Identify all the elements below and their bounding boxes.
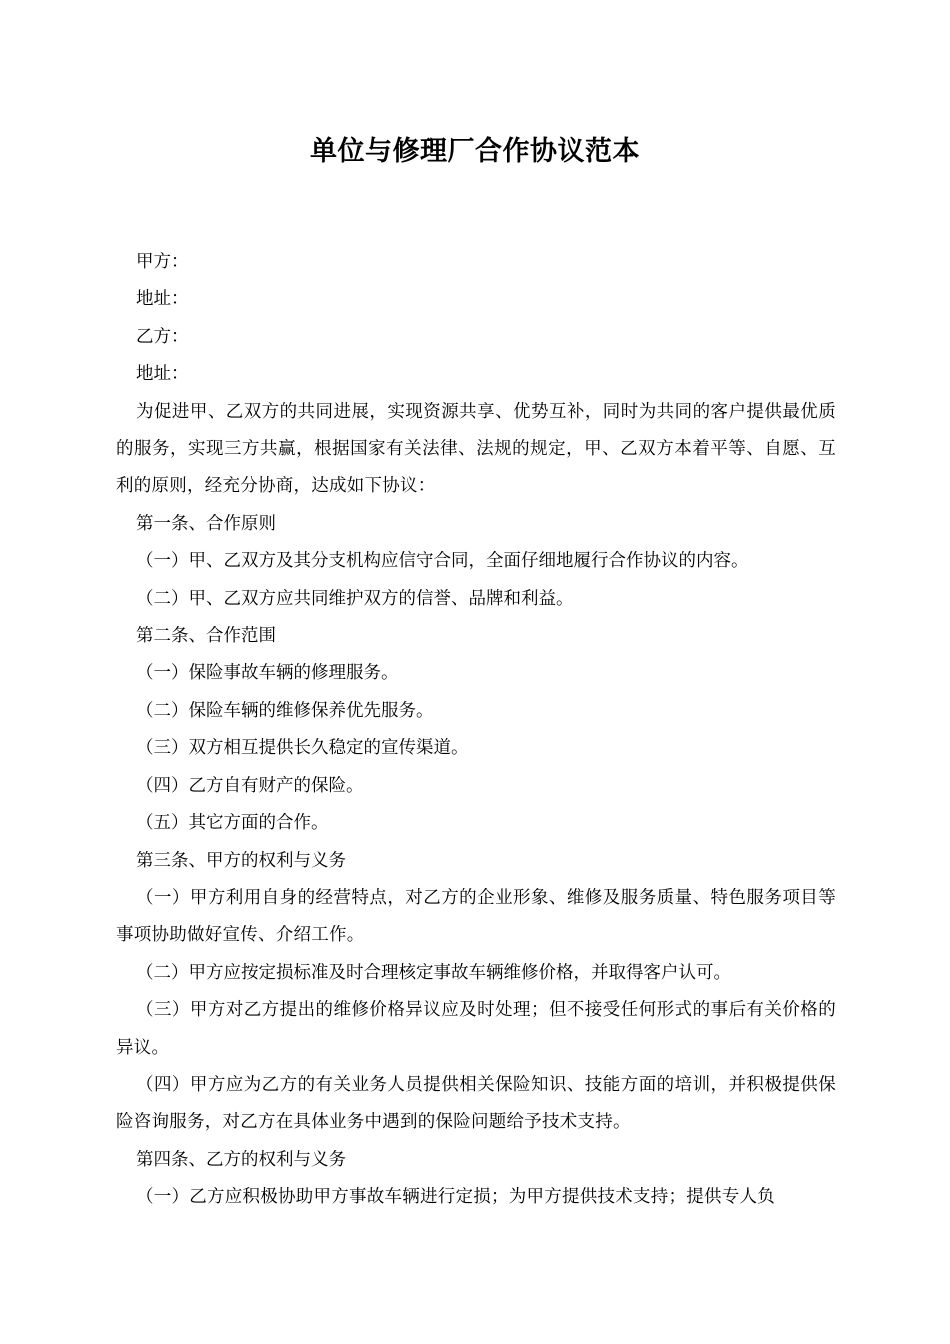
article-1-heading: 第一条、合作原则 xyxy=(136,513,276,534)
article-3-item: （一）甲方利用自身的经营特点，对乙方的企业形象、维修及服务质量、特色服务项目等事项协助做好宣传、介绍工作。 xyxy=(116,887,836,946)
article-1-item: （一）甲、乙双方及其分支机构应信守合同，全面仔细地履行合作协议的内容。 xyxy=(136,551,749,572)
preamble-paragraph: 为促进甲、乙双方的共同进展，实现资源共享、优势互补，同时为共同的客户提供最优质的服务，实现三方共赢，根据国家有关法律、法规的规定，甲、乙双方本着平等、自愿、互利的原则，经充分协商，达成如下协议： xyxy=(116,401,836,497)
article-2-item: （五）其它方面的合作。 xyxy=(136,813,329,834)
address-b-label: 地址： xyxy=(136,364,189,385)
article-3-item: （四）甲方应为乙方的有关业务人员提供相关保险知识、技能方面的培训，并积极提供保险咨询服务，对乙方在具体业务中遇到的保险问题给予技术支持。 xyxy=(116,1074,836,1133)
article-2-item: （四）乙方自有财产的保险。 xyxy=(136,775,364,796)
article-4-heading: 第四条、乙方的权利与义务 xyxy=(136,1149,346,1170)
document-title: 单位与修理厂合作协议范本 xyxy=(310,136,640,167)
party-b-label: 乙方： xyxy=(136,326,189,347)
article-3-item: （三）甲方对乙方提出的维修价格异议应及时处理；但不接受任何形式的事后有关价格的异议。 xyxy=(116,1000,836,1058)
article-1-item: （二）甲、乙双方应共同维护双方的信誉、品牌和利益。 xyxy=(136,588,574,609)
address-a-label: 地址： xyxy=(136,289,189,310)
article-2-item: （三）双方相互提供长久稳定的宣传渠道。 xyxy=(136,738,469,759)
article-3-heading: 第三条、甲方的权利与义务 xyxy=(136,850,346,871)
article-2-heading: 第二条、合作范围 xyxy=(136,626,276,647)
article-4-item: （一）乙方应积极协助甲方事故车辆进行定损；为甲方提供技术支持；提供专人负 xyxy=(136,1187,775,1208)
article-2-item: （二）保险车辆的维修保养优先服务。 xyxy=(136,700,434,721)
party-a-label: 甲方： xyxy=(136,252,189,272)
article-2-item: （一）保险事故车辆的修理服务。 xyxy=(136,663,399,684)
article-3-item: （二）甲方应按定损标准及时合理核定事故车辆维修价格，并取得客户认可。 xyxy=(136,962,731,983)
document-body xyxy=(116,244,836,1217)
